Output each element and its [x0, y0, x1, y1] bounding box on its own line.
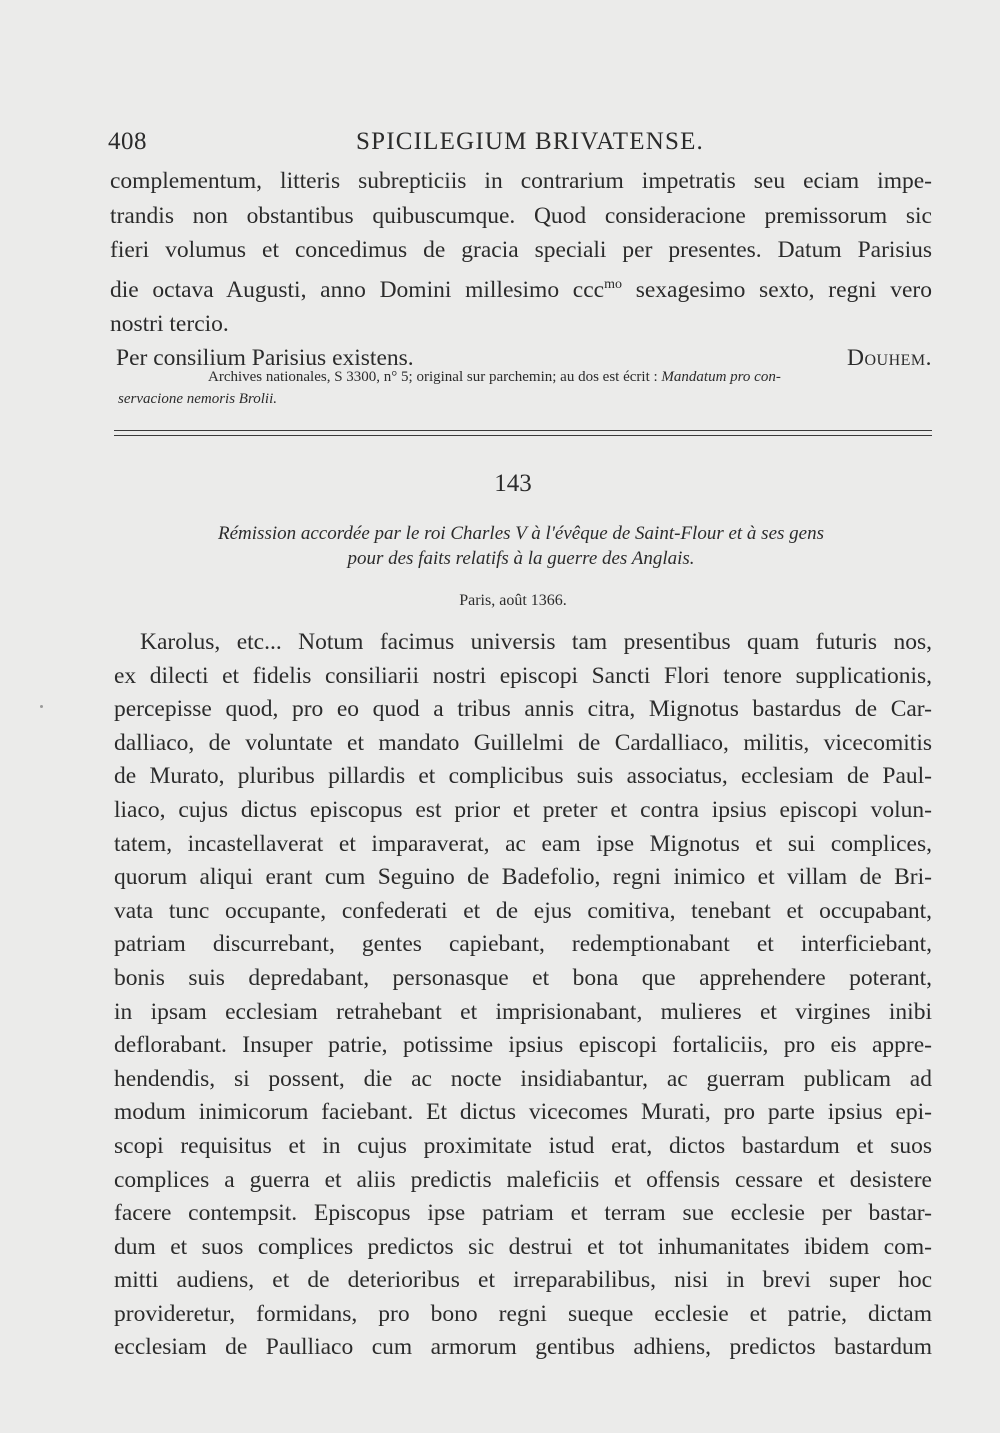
paper-speck: [40, 705, 43, 708]
document-title: [110, 521, 932, 571]
page-header: [108, 128, 932, 162]
continuation-line: fieri volumus et concedimus de gracia speciali per presentes. Datum Parisius: [110, 237, 932, 263]
superscript: mo: [604, 276, 622, 292]
body-line: quorum aliqui erant cum Seguino de Badefolio, regni inimico et villam de Bri-: [114, 864, 932, 891]
source-note-line: servacione nemoris Brolii.: [118, 391, 278, 407]
document-date: Paris, août 1366.: [459, 592, 567, 609]
body-line: patriam discurrebant, gentes capiebant, redemptionabant et interficiebant,: [114, 931, 932, 958]
continuation-line: nostri tercio.: [110, 310, 229, 337]
body-line: bonis suis depredabant, personasque et bona que apprehendere poterant,: [114, 964, 932, 991]
body-line: mitti audiens, et de deterioribus et irreparabilibus, nisi in brevi super hoc: [114, 1267, 932, 1294]
body-line: vata tunc occupante, confederati et de ejus comitiva, tenebant et occupabant,: [114, 897, 932, 924]
source-note-italic: Mandatum pro con-: [661, 369, 781, 385]
body-line: tatem, incastellaverat et imparaverat, ac eam ipse Mignotus et sui complices,: [114, 830, 932, 857]
source-note: [118, 366, 930, 410]
body-line: ecclesiam de Paulliaco cum armorum gentibus adhiens, predictos bastardum: [114, 1334, 932, 1361]
body-line: dalliaco, de voluntate et mandato Guillelmi de Cardalliaco, militis, vicecomitis: [114, 729, 932, 756]
separator-rule: [114, 435, 932, 436]
body-line: hendendis, si possent, die ac nocte insidiabantur, ac guerram publicam ad: [114, 1065, 932, 1092]
body-line: scopi requisitus et in cujus proximitate istud erat, dictos bastardum et suos: [114, 1132, 932, 1159]
source-note-text: Archives nationales, S 3300, n° 5; original sur parchemin; au dos est écrit :: [208, 369, 662, 385]
body-line: liaco, cujus dictus episcopus est prior et preter et contra ipsius episcopi volun-: [114, 796, 932, 823]
body-line: Karolus, etc... Notum facimus universis tam presentibus quam futuris nos,: [140, 629, 932, 655]
body-line: modum inimicorum faciebant. Et dictus vicecomes Murati, pro parte ipsius epi-: [114, 1099, 932, 1126]
body-line: deflorabant. Insuper patrie, potissime ipsius episcopi fortaliciis, pro eis appre-: [114, 1032, 932, 1059]
body-line: de Murato, pluribus pillardis et complicibus suis associatus, ecclesiam de Paul-: [114, 763, 932, 790]
running-title: SPICILEGIUM BRIVATENSE.: [356, 128, 704, 155]
body-line: provideretur, formidans, pro bono regni sueque ecclesie et patrie, dictam: [114, 1300, 932, 1327]
body-line: complices a guerra et aliis predictis maleficiis et offensis cessare et desistere: [114, 1166, 932, 1193]
body-line: in ipsam ecclesiam retrahebant et imprisionabant, mulieres et virgines inibi: [114, 998, 932, 1025]
document-body: [114, 626, 932, 1365]
previous-document-continuation: [110, 164, 932, 375]
place-of-issue: Per consilium Parisius existens.: [116, 345, 414, 372]
continuation-line: die octava Augusti, anno Domini millesimo ccc$^{mo}$ sexagesimo sexto, regni vero: [110, 276, 932, 303]
continuation-line: complementum, litteris subrepticiis in contrarium impetratis seu eciam impe-: [110, 168, 932, 194]
body-line: ex dilecti et fidelis consiliarii nostri episcopi Sancti Flori tenore supplicationis,: [114, 662, 932, 689]
body-line: dum et suos complices predictos sic destrui et tot inhumanitates ibidem com-: [114, 1233, 932, 1260]
document-title-line: pour des faits relatifs à la guerre des Anglais.: [347, 548, 695, 569]
page-number: 408: [108, 128, 147, 155]
document-title-line: Rémission accordée par le roi Charles V à l'évêque de Saint-Flour et à ses gens: [218, 523, 824, 544]
source-note-line: [118, 366, 930, 388]
body-line: facere contempsit. Episcopus ipse patriam et terram sue ecclesie per bastar-: [114, 1200, 932, 1227]
body-line: percepisse quod, pro eo quod a tribus annis citra, Mignotus bastardus de Car-: [114, 696, 932, 723]
separator-rule: [114, 430, 932, 431]
document-number: 143: [494, 470, 532, 497]
continuation-line: trandis non obstantibus quibuscumque. Quod consideracione premissorum sic: [110, 202, 932, 229]
signature: Douhem.: [846, 345, 932, 372]
